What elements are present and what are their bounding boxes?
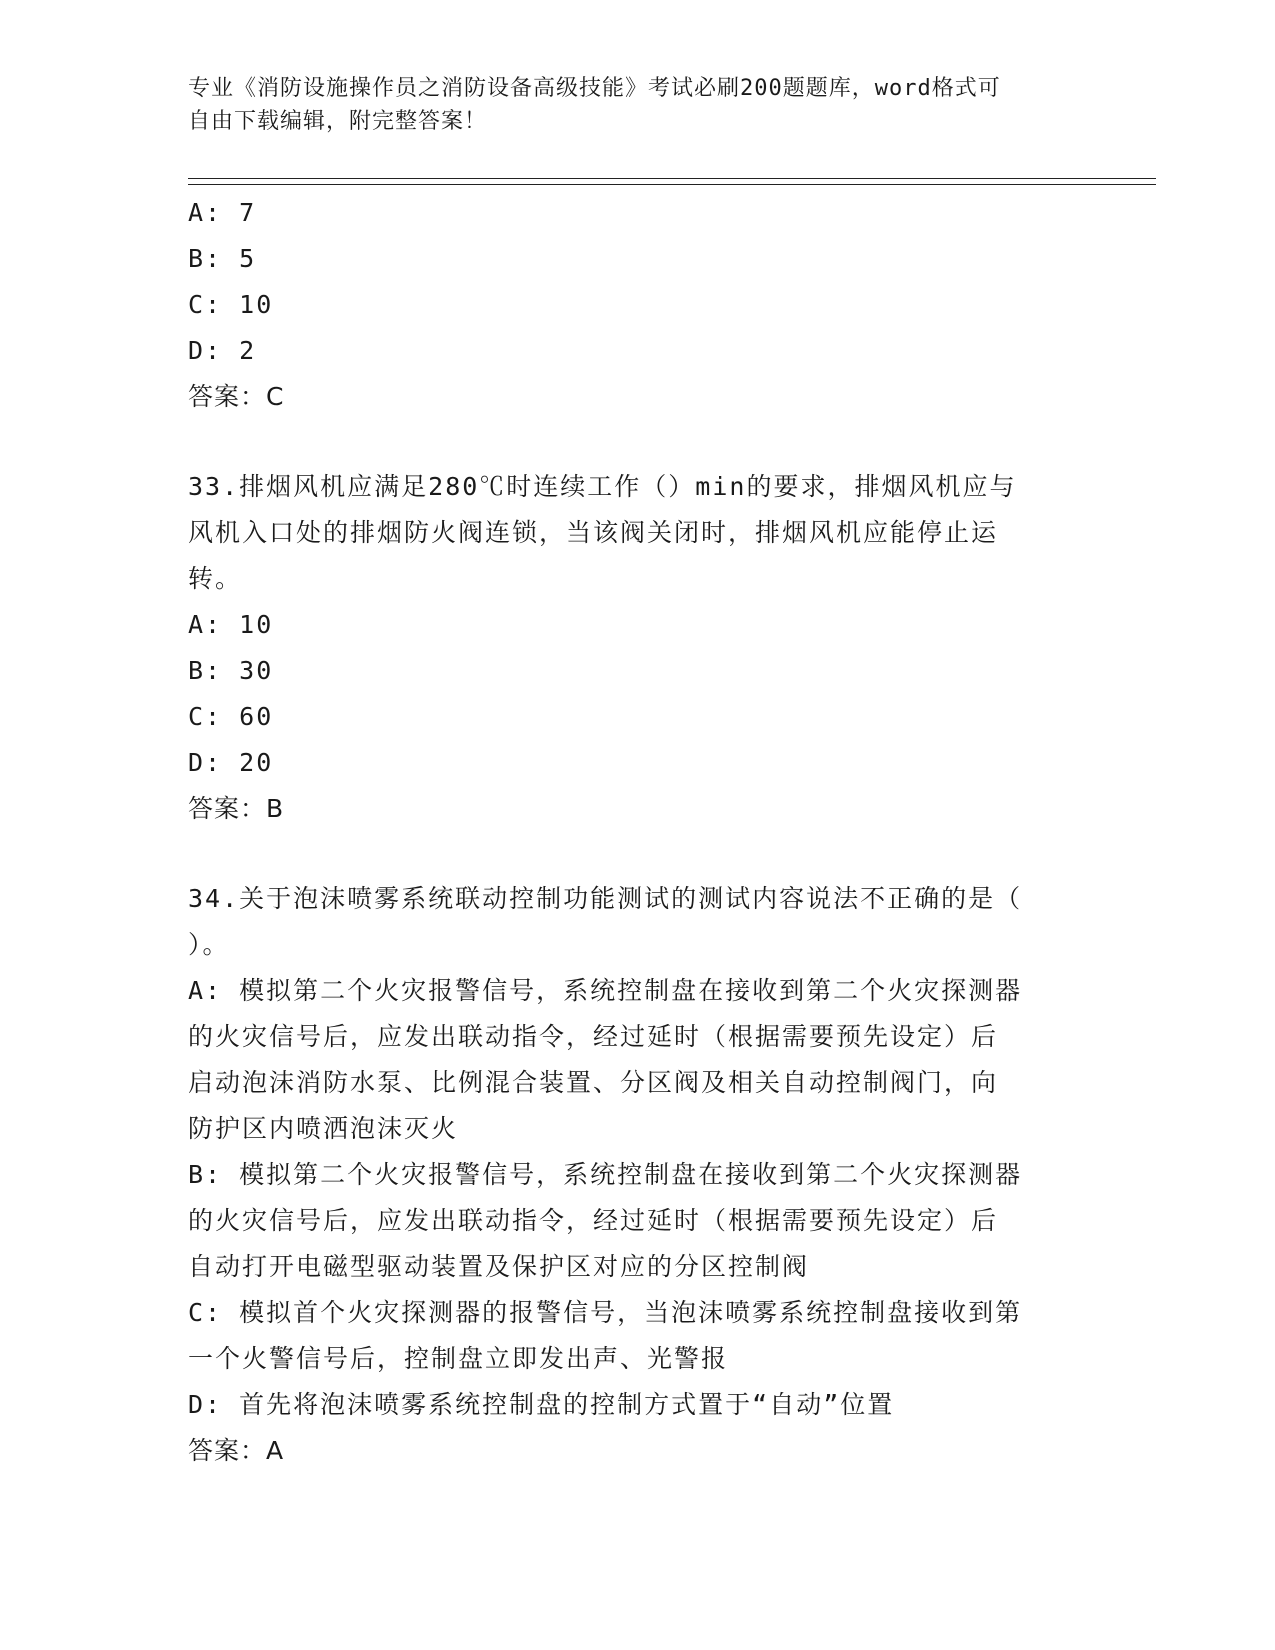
page-header <box>188 72 1068 138</box>
option-line: 自动打开电磁型驱动装置及保护区对应的分区控制阀 <box>188 1252 810 1281</box>
option-b: B: 5 <box>188 244 257 273</box>
question-32 <box>188 190 1088 420</box>
question-text-line: ）。 <box>188 930 230 959</box>
option-c: C: 60 <box>188 702 274 731</box>
answer: 答案：B <box>188 794 285 823</box>
header-line-2: 自由下载编辑，附完整答案！ <box>188 109 488 134</box>
spacer <box>188 832 1088 876</box>
question-content <box>188 190 1088 1474</box>
option-line: 一个火警信号后，控制盘立即发出声、光警报 <box>188 1344 729 1373</box>
option-b: B: 30 <box>188 656 274 685</box>
option-d: D: 2 <box>188 336 257 365</box>
question-text-line: 风机入口处的排烟防火阀连锁，当该阀关闭时，排烟风机应能停止运 <box>188 518 999 547</box>
header-line-1: 专业《消防设施操作员之消防设备高级技能》考试必刷200题题库，word格式可 <box>188 76 1001 101</box>
spacer <box>188 420 1088 464</box>
option-line: D: 首先将泡沫喷雾系统控制盘的控制方式置于“自动”位置 <box>188 1390 895 1419</box>
option-line: 防护区内喷洒泡沫灭火 <box>188 1114 459 1143</box>
answer: 答案：C <box>188 382 285 411</box>
option-line: 的火灾信号后，应发出联动指令，经过延时（根据需要预先设定）后 <box>188 1022 999 1051</box>
option-line: A: 模拟第二个火灾报警信号，系统控制盘在接收到第二个火灾探测器 <box>188 976 1023 1005</box>
option-line: 的火灾信号后，应发出联动指令，经过延时（根据需要预先设定）后 <box>188 1206 999 1235</box>
option-c: C: 10 <box>188 290 274 319</box>
header-divider <box>188 178 1156 185</box>
question-text-line: 转。 <box>188 564 243 593</box>
option-line: C: 模拟首个火灾探测器的报警信号，当泡沫喷雾系统控制盘接收到第 <box>188 1298 1023 1327</box>
option-line: 启动泡沫消防水泵、比例混合装置、分区阀及相关自动控制阀门，向 <box>188 1068 999 1097</box>
option-a: A: 10 <box>188 610 274 639</box>
question-text-line: 33.排烟风机应满足280℃时连续工作（）min的要求，排烟风机应与 <box>188 472 1017 501</box>
question-text-line: 34.关于泡沫喷雾系统联动控制功能测试的测试内容说法不正确的是（ <box>188 884 1023 913</box>
question-33 <box>188 464 1088 832</box>
answer: 答案：A <box>188 1436 285 1465</box>
option-d: D: 20 <box>188 748 274 777</box>
option-line: B: 模拟第二个火灾报警信号，系统控制盘在接收到第二个火灾探测器 <box>188 1160 1023 1189</box>
question-34 <box>188 876 1088 1474</box>
option-a: A: 7 <box>188 198 257 227</box>
